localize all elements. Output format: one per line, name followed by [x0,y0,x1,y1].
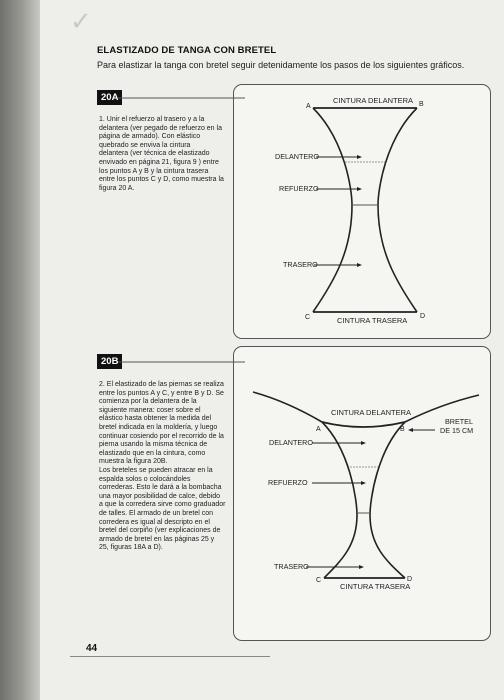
figure-tag-20a: 20A [97,90,122,105]
label-waist-front: CINTURA DELANTERA [331,408,412,417]
label-gusset: REFUERZO [268,478,308,487]
label-back: TRASERO [283,260,318,269]
figure-tag-20b: 20B [97,354,122,369]
label-gusset: REFUERZO [279,184,319,193]
label-back: TRASERO [274,562,309,571]
book-spine-shadow [0,0,40,700]
label-point-d: D [420,313,426,320]
label-front: DELANTERO [269,438,313,447]
step-1-text: 1. Unir el refuerzo al trasero y a la delantera (ver pegado de refuerzo en la página de armado). Con elástico quebrado se enviva la cintura delantera (ver técnica de elastizado envivado en página 21, figura 9 ) entre los puntos A y B y la cintura trasera entre los puntos C y D, como muestra la figura 20 A. [99,116,224,192]
label-point-b: B [400,426,405,433]
label-point-c: C [316,577,322,584]
section-intro: Para elastizar la tanga con bretel seguir detenidamente los pasos de los siguientes gráficos. [97,60,465,70]
figure-box-20b [233,346,491,641]
footer-rule [70,656,270,657]
label-point-c: C [305,314,311,321]
label-waist-front: CINTURA DELANTERA [333,96,414,105]
label-point-a: A [306,103,311,110]
page-number: 44 [86,643,98,654]
label-strap-line1: BRETEL [445,417,473,426]
label-front: DELANTERO [275,152,319,161]
show-through-mark: ✓ [70,6,92,36]
figure-box-20a [233,84,491,339]
label-waist-back: CINTURA TRASERA [337,316,408,325]
label-point-b: B [419,101,424,108]
step-2-text: 2. El elastizado de las piernas se realiza entre los puntos A y C, y entre B y D. Se comienza por la delantera de la siguiente manera: coser sobre el elástico hasta obtener la medida del bretel indicada en la moldería, y luego continuar cosiendo por el recorrido de la pierna usando la misma técnica de elastizado que en la cintura, como muestra la figura 20B. Los breteles se pueden atracar en la espalda solos o colocándoles correderas. Esto le dará a la bombacha una mayor posibilidad de calce, debido a que la corredera sirve como graduador de talles. El armado de un bretel con corredera es igual al descripto en el bretel del corpiño (ver explicaciones de armado de bretel en las páginas 25 y 25, figuras 18A a D). [99,381,226,552]
label-point-a: A [316,426,321,433]
label-strap-line2: DE 15 CM [440,426,474,435]
section-title: ELASTIZADO DE TANGA CON BRETEL [97,45,277,56]
label-waist-back: CINTURA TRASERA [340,582,411,591]
label-point-d: D [407,576,413,583]
